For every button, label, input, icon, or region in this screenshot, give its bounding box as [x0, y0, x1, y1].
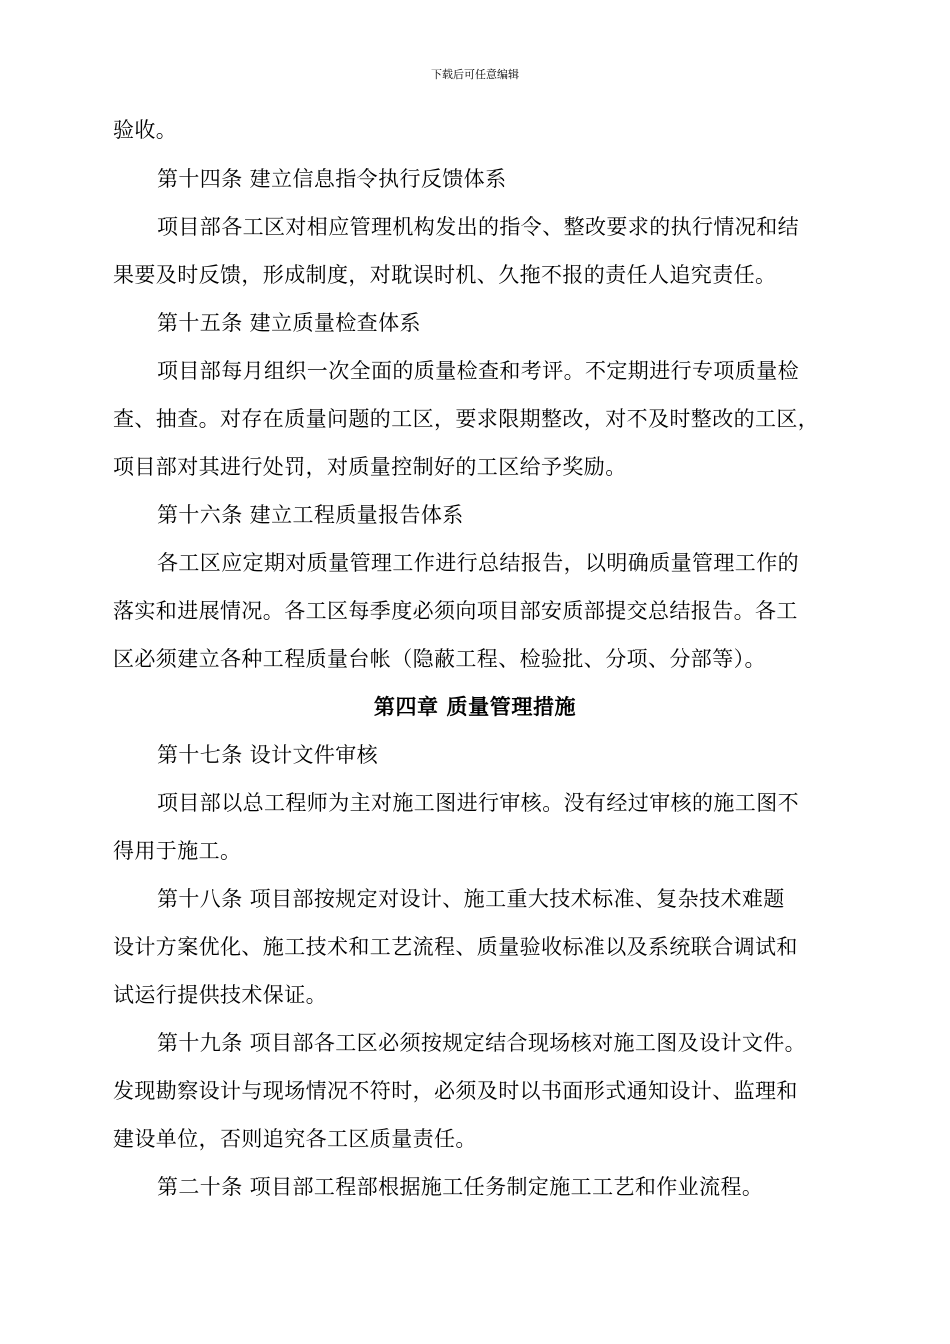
body-line: 验收。 — [113, 118, 178, 142]
article-heading: 第十四条 建立信息指令执行反馈体系 — [157, 167, 507, 191]
body-line: 各工区应定期对质量管理工作进行总结报告，以明确质量管理工作的 — [157, 551, 799, 575]
article-heading: 第十五条 建立质量检查体系 — [157, 311, 421, 335]
body-line: 落实和进展情况。各工区每季度必须向项目部安质部提交总结报告。各工 — [113, 599, 798, 623]
body-line: 项目部各工区对相应管理机构发出的指令、整改要求的执行情况和结 — [157, 215, 799, 239]
body-line: 第十八条 项目部按规定对设计、施工重大技术标准、复杂技术难题 — [157, 887, 785, 911]
article-heading: 第十七条 设计文件审核 — [157, 743, 379, 767]
page-header: 下载后可任意编辑 — [431, 68, 519, 81]
body-line: 项目部每月组织一次全面的质量检查和考评。不定期进行专项质量检 — [157, 359, 799, 383]
body-line: 建设单位，否则追究各工区质量责任。 — [113, 1127, 477, 1151]
body-line: 查、抽查。对存在质量问题的工区，要求限期整改，对不及时整改的工区， — [113, 407, 820, 431]
body-line: 项目部对其进行处罚，对质量控制好的工区给予奖励。 — [113, 455, 627, 479]
body-line: 项目部以总工程师为主对施工图进行审核。没有经过审核的施工图不 — [157, 791, 799, 815]
body-line: 试运行提供技术保证。 — [113, 983, 327, 1007]
article-heading: 第十六条 建立工程质量报告体系 — [157, 503, 464, 527]
body-line: 果要及时反馈，形成制度，对耽误时机、久拖不报的责任人追究责任。 — [113, 263, 777, 287]
body-line: 设计方案优化、施工技术和工艺流程、质量验收标准以及系统联合调试和 — [113, 935, 798, 959]
body-line: 发现勘察设计与现场情况不符时，必须及时以书面形式通知设计、监理和 — [113, 1079, 798, 1103]
body-line: 得用于施工。 — [113, 839, 242, 863]
chapter-title: 第四章 质量管理措施 — [373, 695, 577, 719]
body-line: 第十九条 项目部各工区必须按规定结合现场核对施工图及设计文件。 — [157, 1031, 807, 1055]
body-line: 区必须建立各种工程质量台帐（隐蔽工程、检验批、分项、分部等）。 — [113, 647, 766, 671]
body-line: 第二十条 项目部工程部根据施工任务制定施工工艺和作业流程。 — [157, 1175, 764, 1199]
